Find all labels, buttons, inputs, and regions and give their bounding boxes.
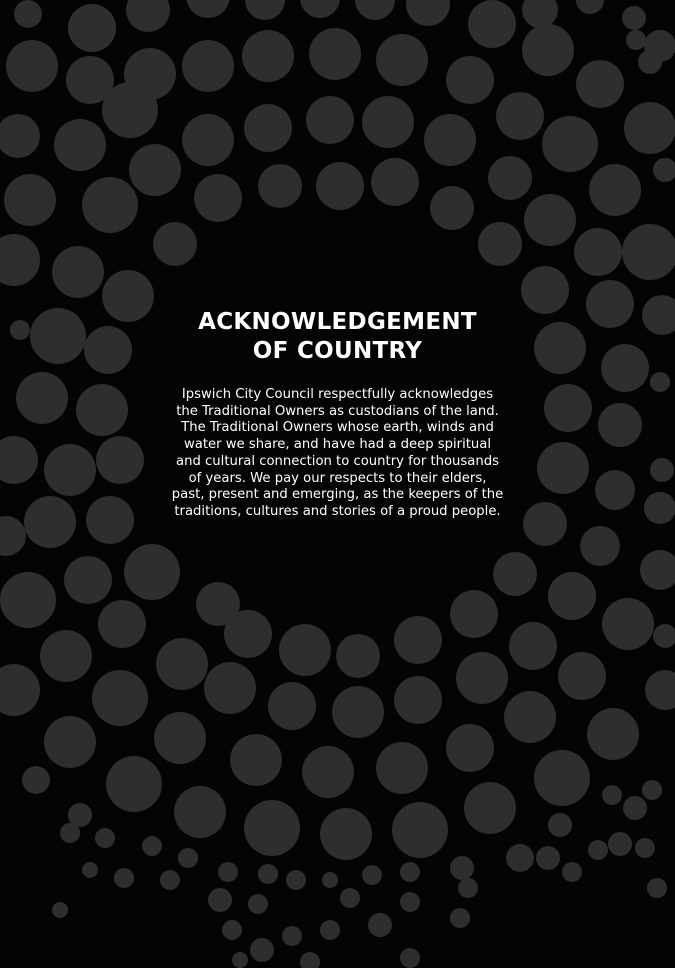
pattern-dot <box>124 544 180 600</box>
pattern-dot <box>493 552 537 596</box>
pattern-dot <box>194 174 242 222</box>
pattern-dot <box>624 102 675 154</box>
pattern-dot <box>258 164 302 208</box>
paragraph-line: past, present and emerging, as the keepers of the <box>171 487 504 503</box>
pattern-dot <box>142 836 162 856</box>
pattern-dot <box>336 634 380 678</box>
paragraph-line: the Traditional Owners as custodians of the land. <box>176 403 499 419</box>
pattern-dot <box>446 724 494 772</box>
pattern-dot <box>653 624 675 648</box>
acknowledgement-section <box>0 308 675 521</box>
pattern-dot <box>279 624 331 676</box>
pattern-dot <box>400 948 420 968</box>
paragraph-line: and cultural connection to country for thousands <box>176 453 499 469</box>
pattern-dot <box>574 228 622 276</box>
pattern-dot <box>468 0 516 48</box>
pattern-dot <box>576 60 624 108</box>
pattern-dot <box>52 246 104 298</box>
pattern-dot <box>558 652 606 700</box>
pattern-dot <box>464 782 516 834</box>
pattern-dot <box>506 844 534 872</box>
pattern-dot <box>14 0 42 28</box>
pattern-dot <box>392 802 448 858</box>
pattern-dot <box>536 846 560 870</box>
pattern-dot <box>230 734 282 786</box>
pattern-dot <box>156 638 208 690</box>
pattern-dot <box>580 526 620 566</box>
pattern-dot <box>98 600 146 648</box>
pattern-dot <box>64 556 112 604</box>
pattern-dot <box>0 234 40 286</box>
pattern-dot <box>54 119 106 171</box>
pattern-dot <box>106 756 162 812</box>
acknowledgement-paragraph <box>168 387 508 521</box>
pattern-dot <box>300 0 340 18</box>
pattern-dot <box>232 952 248 968</box>
pattern-dot <box>608 832 632 856</box>
pattern-dot <box>355 0 395 20</box>
pattern-dot <box>92 670 148 726</box>
pattern-dot <box>286 870 306 890</box>
pattern-dot <box>222 920 242 940</box>
pattern-dot <box>548 813 572 837</box>
pattern-dot <box>218 862 238 882</box>
pattern-dot <box>622 224 675 280</box>
pattern-dot <box>300 952 320 968</box>
pattern-dot <box>588 840 608 860</box>
pattern-dot <box>450 590 498 638</box>
pattern-dot <box>400 892 420 912</box>
pattern-dot <box>400 862 420 882</box>
pattern-dot <box>576 0 604 14</box>
pattern-dot <box>478 222 522 266</box>
pattern-dot <box>371 158 419 206</box>
pattern-dot <box>320 808 372 860</box>
pattern-dot <box>248 894 268 914</box>
paragraph-line: The Traditional Owners whose earth, winds and <box>181 420 494 436</box>
pattern-dot <box>368 913 392 937</box>
paragraph-line: water we share, and have had a deep spiritual <box>183 437 492 453</box>
pattern-dot <box>129 144 181 196</box>
paragraph-line: Ipswich City Council respectfully acknowledges <box>181 387 494 402</box>
pattern-dot <box>182 40 234 92</box>
pattern-dot <box>521 266 569 314</box>
pattern-dot <box>178 848 198 868</box>
pattern-dot <box>126 0 170 32</box>
pattern-dot <box>322 872 338 888</box>
pattern-dot <box>376 742 428 794</box>
pattern-dot <box>160 870 180 890</box>
pattern-dot <box>306 96 354 144</box>
pattern-dot <box>488 156 532 200</box>
pattern-dot <box>60 823 80 843</box>
pattern-dot <box>154 712 206 764</box>
pattern-dot <box>622 6 646 30</box>
pattern-dot <box>258 864 278 884</box>
pattern-dot <box>406 0 450 26</box>
pattern-dot <box>394 616 442 664</box>
pattern-dot <box>0 572 56 628</box>
pattern-dot <box>394 676 442 724</box>
pattern-dot <box>647 878 667 898</box>
pattern-dot <box>102 82 158 138</box>
pattern-dot <box>0 516 26 556</box>
pattern-dot <box>653 158 675 182</box>
pattern-dot <box>542 116 598 172</box>
pattern-dot <box>450 908 470 928</box>
pattern-dot <box>302 746 354 798</box>
pattern-dot <box>362 865 382 885</box>
pattern-dot <box>0 664 40 716</box>
pattern-dot <box>446 56 494 104</box>
pattern-dot <box>0 114 40 158</box>
pattern-dot <box>4 174 56 226</box>
pattern-dot <box>640 550 675 590</box>
pattern-dot <box>208 888 232 912</box>
pattern-dot <box>458 878 478 898</box>
pattern-dot <box>242 30 294 82</box>
pattern-dot <box>623 796 647 820</box>
pattern-dot <box>40 630 92 682</box>
pattern-dot <box>82 177 138 233</box>
pattern-dot <box>332 686 384 738</box>
pattern-dot <box>376 34 428 86</box>
pattern-dot <box>244 104 292 152</box>
pattern-dot <box>268 682 316 730</box>
pattern-dot <box>642 780 662 800</box>
title-line-1: ACKNOWLEDGEMENT <box>198 309 477 335</box>
pattern-dot <box>635 838 655 858</box>
pattern-dot <box>52 902 68 918</box>
paragraph-line: of years. We pay our respects to their elders, <box>188 470 487 486</box>
pattern-dot <box>548 572 596 620</box>
pattern-dot <box>430 186 474 230</box>
pattern-dot <box>638 50 662 74</box>
pattern-dot <box>602 785 622 805</box>
pattern-dot <box>534 750 590 806</box>
pattern-dot <box>626 30 646 50</box>
pattern-dot <box>309 28 361 80</box>
pattern-dot <box>504 691 556 743</box>
pattern-dot <box>82 862 98 878</box>
pattern-dot <box>456 652 508 704</box>
pattern-dot <box>316 162 364 210</box>
pattern-dot <box>602 598 654 650</box>
pattern-dot <box>450 856 474 880</box>
pattern-dot <box>340 888 360 908</box>
pattern-dot <box>114 868 134 888</box>
pattern-dot <box>186 0 230 18</box>
pattern-dot <box>22 766 50 794</box>
pattern-dot <box>282 926 302 946</box>
pattern-dot <box>362 96 414 148</box>
pattern-dot <box>6 40 58 92</box>
pattern-dot <box>153 222 197 266</box>
pattern-dot <box>244 800 300 856</box>
pattern-dot <box>320 920 340 940</box>
pattern-dot <box>587 708 639 760</box>
pattern-dot <box>204 662 256 714</box>
pattern-dot <box>522 24 574 76</box>
paragraph-line: traditions, cultures and stories of a proud people. <box>174 503 501 519</box>
pattern-dot <box>182 114 234 166</box>
pattern-dot <box>44 716 96 768</box>
pattern-dot <box>509 622 557 670</box>
pattern-dot <box>68 4 116 52</box>
pattern-dot <box>245 0 285 20</box>
page-title <box>0 308 675 366</box>
pattern-dot <box>174 786 226 838</box>
pattern-dot <box>645 670 675 710</box>
pattern-dot <box>224 610 272 658</box>
title-line-2: OF COUNTRY <box>252 338 423 364</box>
pattern-dot <box>95 828 115 848</box>
pattern-dot <box>522 0 558 28</box>
pattern-dot <box>562 862 582 882</box>
pattern-dot <box>424 114 476 166</box>
pattern-dot <box>589 164 641 216</box>
pattern-dot <box>250 938 274 962</box>
pattern-dot <box>524 194 576 246</box>
pattern-dot <box>496 92 544 140</box>
